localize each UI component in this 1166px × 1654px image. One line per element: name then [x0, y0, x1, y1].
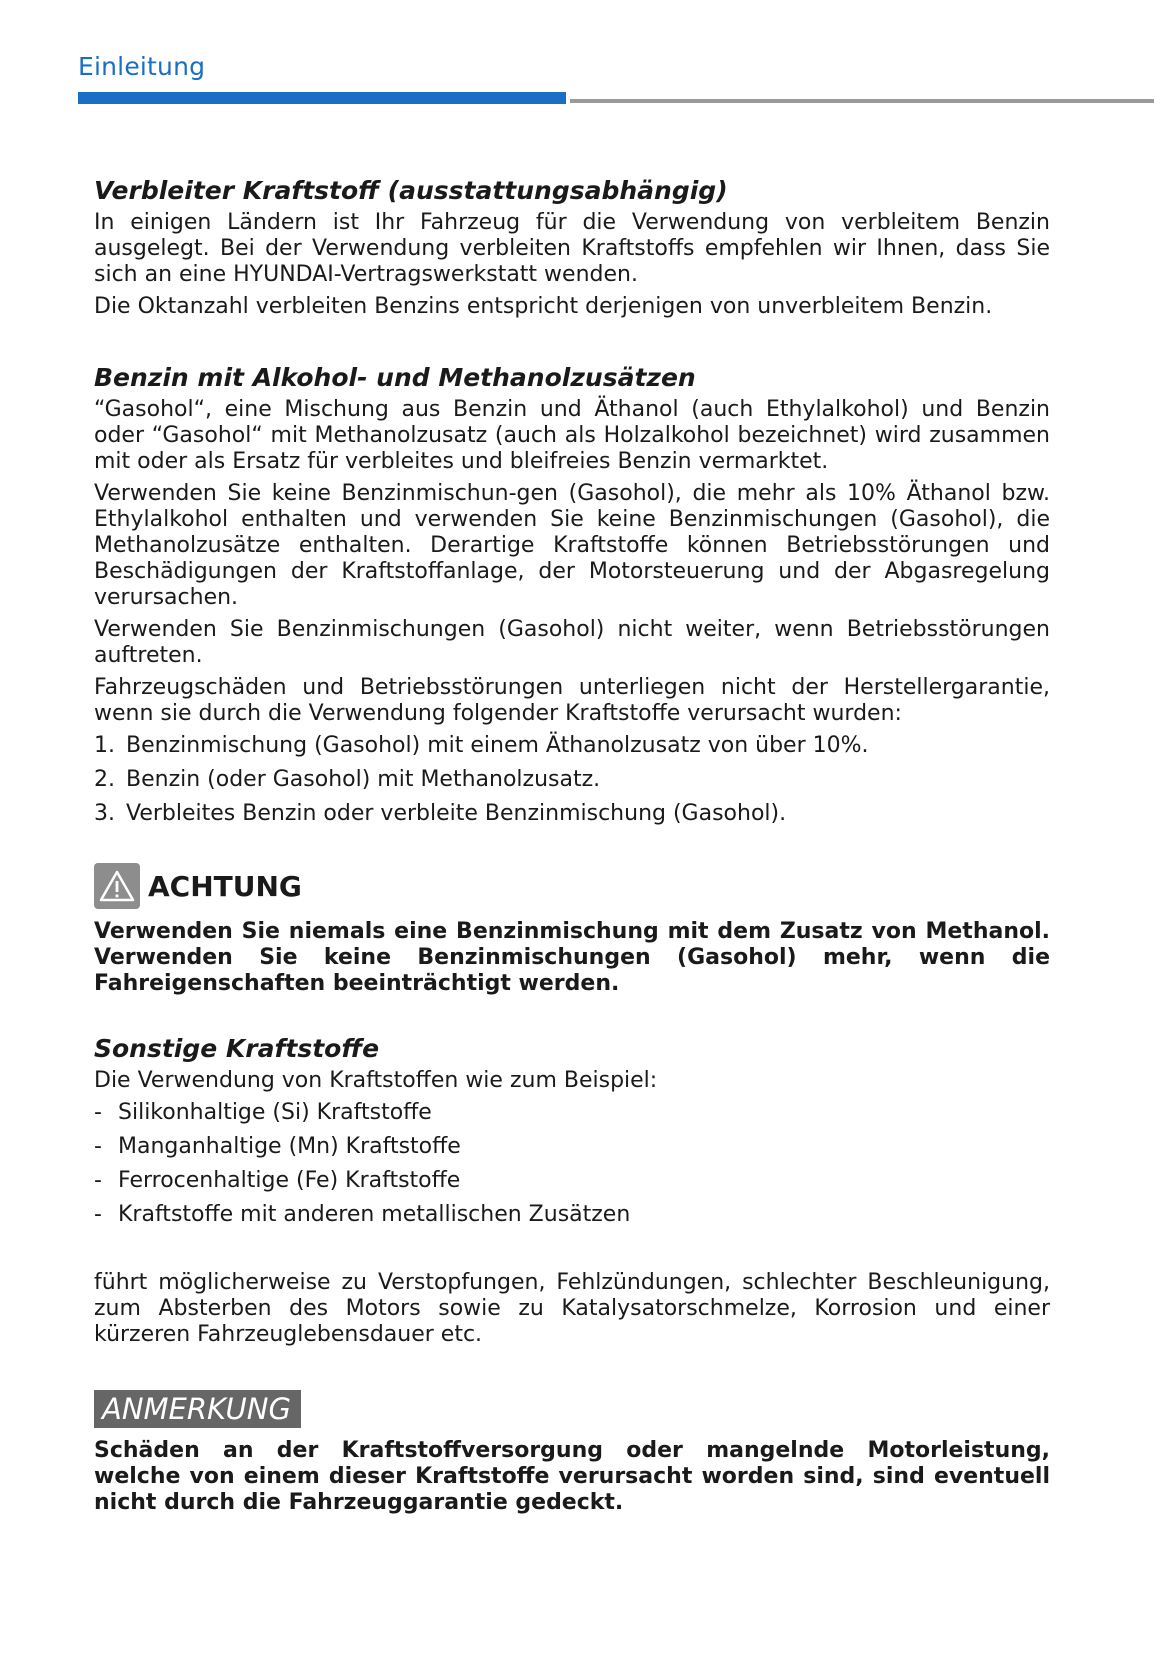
list-item: 1. Benzinmischung (Gasohol) mit einem Äthanolzusatz von über 10%. — [94, 733, 869, 758]
list-item: 3. Verbleites Benzin oder verbleite Benzinmischung (Gasohol). — [94, 801, 787, 826]
warning-box — [94, 863, 1050, 997]
excluded-fuels-list — [94, 733, 1050, 827]
warranty-paragraph: Fahrzeugschäden und Betriebsstörungen unterliegen nicht der Herstellergarantie, wenn sie durch die Verwendung folgender Kraftstoffe verursacht wurden: — [94, 675, 1050, 726]
leaded-fuel-section — [94, 175, 1050, 320]
other-fuels-section — [94, 1033, 1050, 1348]
list-item: - Ferrocenhaltige (Fe) Kraftstoffe — [94, 1168, 461, 1193]
list-item: 2. Benzin (oder Gasohol) mit Methanolzusatz. — [94, 767, 601, 792]
gasohol-paragraph: “Gasohol“, eine Mischung aus Benzin und Äthanol (auch Ethylalkohol) und Benzin oder “Gasohol“ mit Methanolzusatz (auch als Holzalkohol bezeichnet) wird zusammen mit oder als Ersatz für verbleites und bleifreies Benzin vermarktet. — [94, 397, 1050, 474]
other-fuels-intro: Die Verwendung von Kraftstoffen wie zum Beispiel: — [94, 1068, 658, 1093]
alcohol-fuel-heading: Benzin mit Alkohol- und Methanolzusätzen — [94, 363, 696, 392]
note-box — [94, 1390, 1050, 1516]
list-item: - Kraftstoffe mit anderen metallischen Zusätzen — [94, 1202, 631, 1227]
other-fuels-heading: Sonstige Kraftstoffe — [94, 1034, 380, 1063]
gasohol-stop-paragraph: Verwenden Sie Benzinmischungen (Gasohol) nicht weiter, wenn Betriebsstörungen auftreten. — [94, 617, 1050, 668]
list-item: - Manganhaltige (Mn) Kraftstoffe — [94, 1134, 461, 1159]
warning-text: Verwenden Sie niemals eine Benzinmischung mit dem Zusatz von Methanol. Verwenden Sie keine Benzinmischungen (Gasohol) mehr, wenn die Fahreigenschaften beeinträchtigt werden. — [94, 919, 1050, 996]
section-title: Einleitung — [78, 52, 206, 81]
page-content — [94, 175, 1050, 1516]
warning-title: ACHTUNG — [148, 869, 302, 903]
header-rule — [570, 99, 1154, 103]
warning-triangle-icon — [94, 863, 140, 909]
leaded-fuel-heading: Verbleiter Kraftstoff (ausstattungsabhängig) — [94, 176, 728, 205]
list-item: - Silikonhaltige (Si) Kraftstoffe — [94, 1100, 432, 1125]
note-text: Schäden an der Kraftstoffversorgung oder mangelnde Motorleistung, welche von einem dieser Kraftstoffe verursacht worden sind, sind eventuell nicht durch die Fahrzeuggarantie gedeckt. — [94, 1438, 1050, 1515]
header-accent-bar — [78, 92, 566, 104]
consequence-paragraph: führt möglicherweise zu Verstopfungen, Fehlzündungen, schlechter Beschleunigung, zum Absterben des Motors sowie zu Katalysatorschmelze, Korrosion und einer kürzeren Fahrzeuglebensdauer etc. — [94, 1270, 1050, 1347]
gasohol-limit-paragraph: Verwenden Sie keine Benzinmischun-gen (Gasohol), die mehr als 10% Äthanol bzw. Ethylalkohol enthalten und verwenden Sie keine Benzinmischungen (Gasohol), die Methanolzusätze enthalten. Derartige Kraftstoffe können Betriebsstörungen und Beschädigungen der Kraftstoffanlage, der Motorsteuerung und der Abgasregelung verursachen. — [94, 481, 1050, 610]
note-badge: ANMERKUNG — [94, 1390, 301, 1428]
leaded-fuel-octane-paragraph: Die Oktanzahl verbleiten Benzins entspricht derjenigen von unverbleitem Benzin. — [94, 294, 993, 319]
alcohol-fuel-section — [94, 362, 1050, 827]
page-header — [0, 0, 1166, 110]
other-fuels-list — [94, 1100, 1050, 1228]
leaded-fuel-paragraph: In einigen Ländern ist Ihr Fahrzeug für die Verwendung von verbleitem Benzin ausgelegt. Bei der Verwendung verbleiten Kraftstoffs empfehlen wir Ihnen, dass Sie sich an eine HYUNDAI-Vertragswerkstatt wenden. — [94, 210, 1050, 287]
